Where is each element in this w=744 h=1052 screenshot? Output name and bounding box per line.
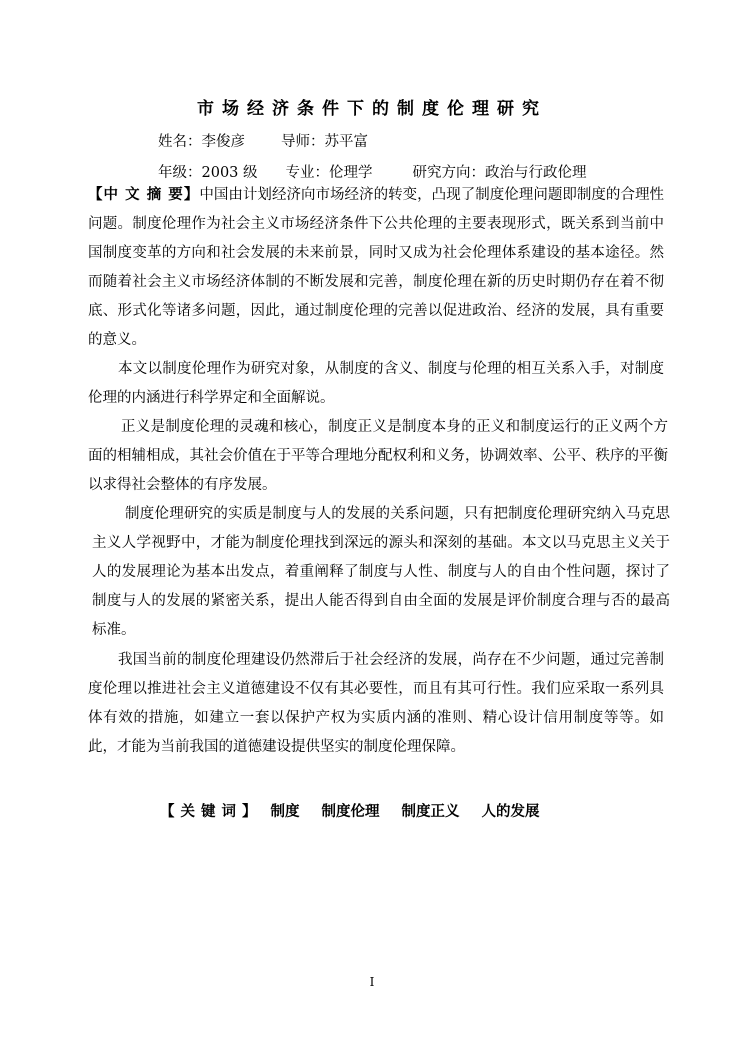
advisor-name: 苏平富 <box>324 134 368 150</box>
direction-label: 研究方向： <box>412 165 486 181</box>
major-label: 专业： <box>285 165 330 181</box>
abstract-paragraph-2: 本文以制度伦理作为研究对象，从制度的含义、制度与伦理的相互关系入手，对制度伦理的内涵进行科学界定和全面解说。 <box>88 361 664 406</box>
keywords-label: 【关键词】 <box>160 804 263 820</box>
abstract-label: 【中 文 摘 要】 <box>88 187 200 203</box>
name-label: 姓名： <box>158 134 202 150</box>
keyword: 制度伦理 <box>321 804 380 820</box>
keyword: 制度正义 <box>401 804 460 820</box>
grade-value: 2003 级 <box>201 165 258 181</box>
direction-value: 政治与行政伦理 <box>485 165 587 181</box>
author-line <box>158 130 368 151</box>
details-line <box>158 161 587 182</box>
abstract-text-1: 中国由计划经济向市场经济的转变，凸现了制度伦理问题即制度的合理性问题。制度伦理作为社会主义市场经济条件下公共伦理的主要表现形式，既关系到当前中国制度变革的方向和社会发展的未来前景，同时又成为社会伦理体系建设的基本途径。然而随着社会主义市场经济体制的不断发展和完善，制度伦理在新的历史时期仍存在着不彻底、形式化等诸多问题，因此，通过制度伦理的完善以促进政治、经济的发展，具有重要的意义。 <box>88 187 664 348</box>
keyword: 人的发展 <box>481 804 540 820</box>
abstract-paragraph-5: 我国当前的制度伦理建设仍然滞后于社会经济的发展，尚存在不少问题，通过完善制度伦理以推进社会主义道德建设不仅有其必要性，而且有其可行性。我们应采取一系列具体有效的措施，如建立一套以保护产权为实质内涵的准则、精心设计信用制度等等。如此，才能为当前我国的道德建设提供坚实的制度伦理保障。 <box>88 652 664 755</box>
major-value: 伦理学 <box>329 165 373 181</box>
keywords-line <box>160 800 562 821</box>
abstract-paragraph-1 <box>88 181 664 355</box>
grade-label: 年级： <box>158 165 202 181</box>
advisor-label: 导师： <box>281 134 325 150</box>
paper-title: 市场经济条件下的制度伦理研究 <box>197 99 547 119</box>
abstract-paragraph-3: 正义是制度伦理的灵魂和核心，制度正义是制度本身的正义和制度运行的正义两个方面的相辅相成，其社会价值在于平等合理地分配权利和义务，协调效率、公平、秩序的平衡以求得社会整体的有序发展。 <box>88 419 668 493</box>
abstract-paragraph-4: 制度伦理研究的实质是制度与人的发展的关系问题，只有把制度伦理研究纳入马克思主义人学视野中，才能为制度伦理找到深远的源头和深刻的基础。本文以马克思主义关于人的发展理论为基本出发点，着重阐释了制度与人性、制度与人的自由个性问题，探讨了制度与人的发展的紧密关系，提出人能否得到自由全面的发展是评价制度合理与否的最高标准。 <box>92 506 670 638</box>
author-name: 李俊彦 <box>201 134 245 150</box>
page-number: I <box>369 975 375 989</box>
keyword: 制度 <box>270 804 300 820</box>
